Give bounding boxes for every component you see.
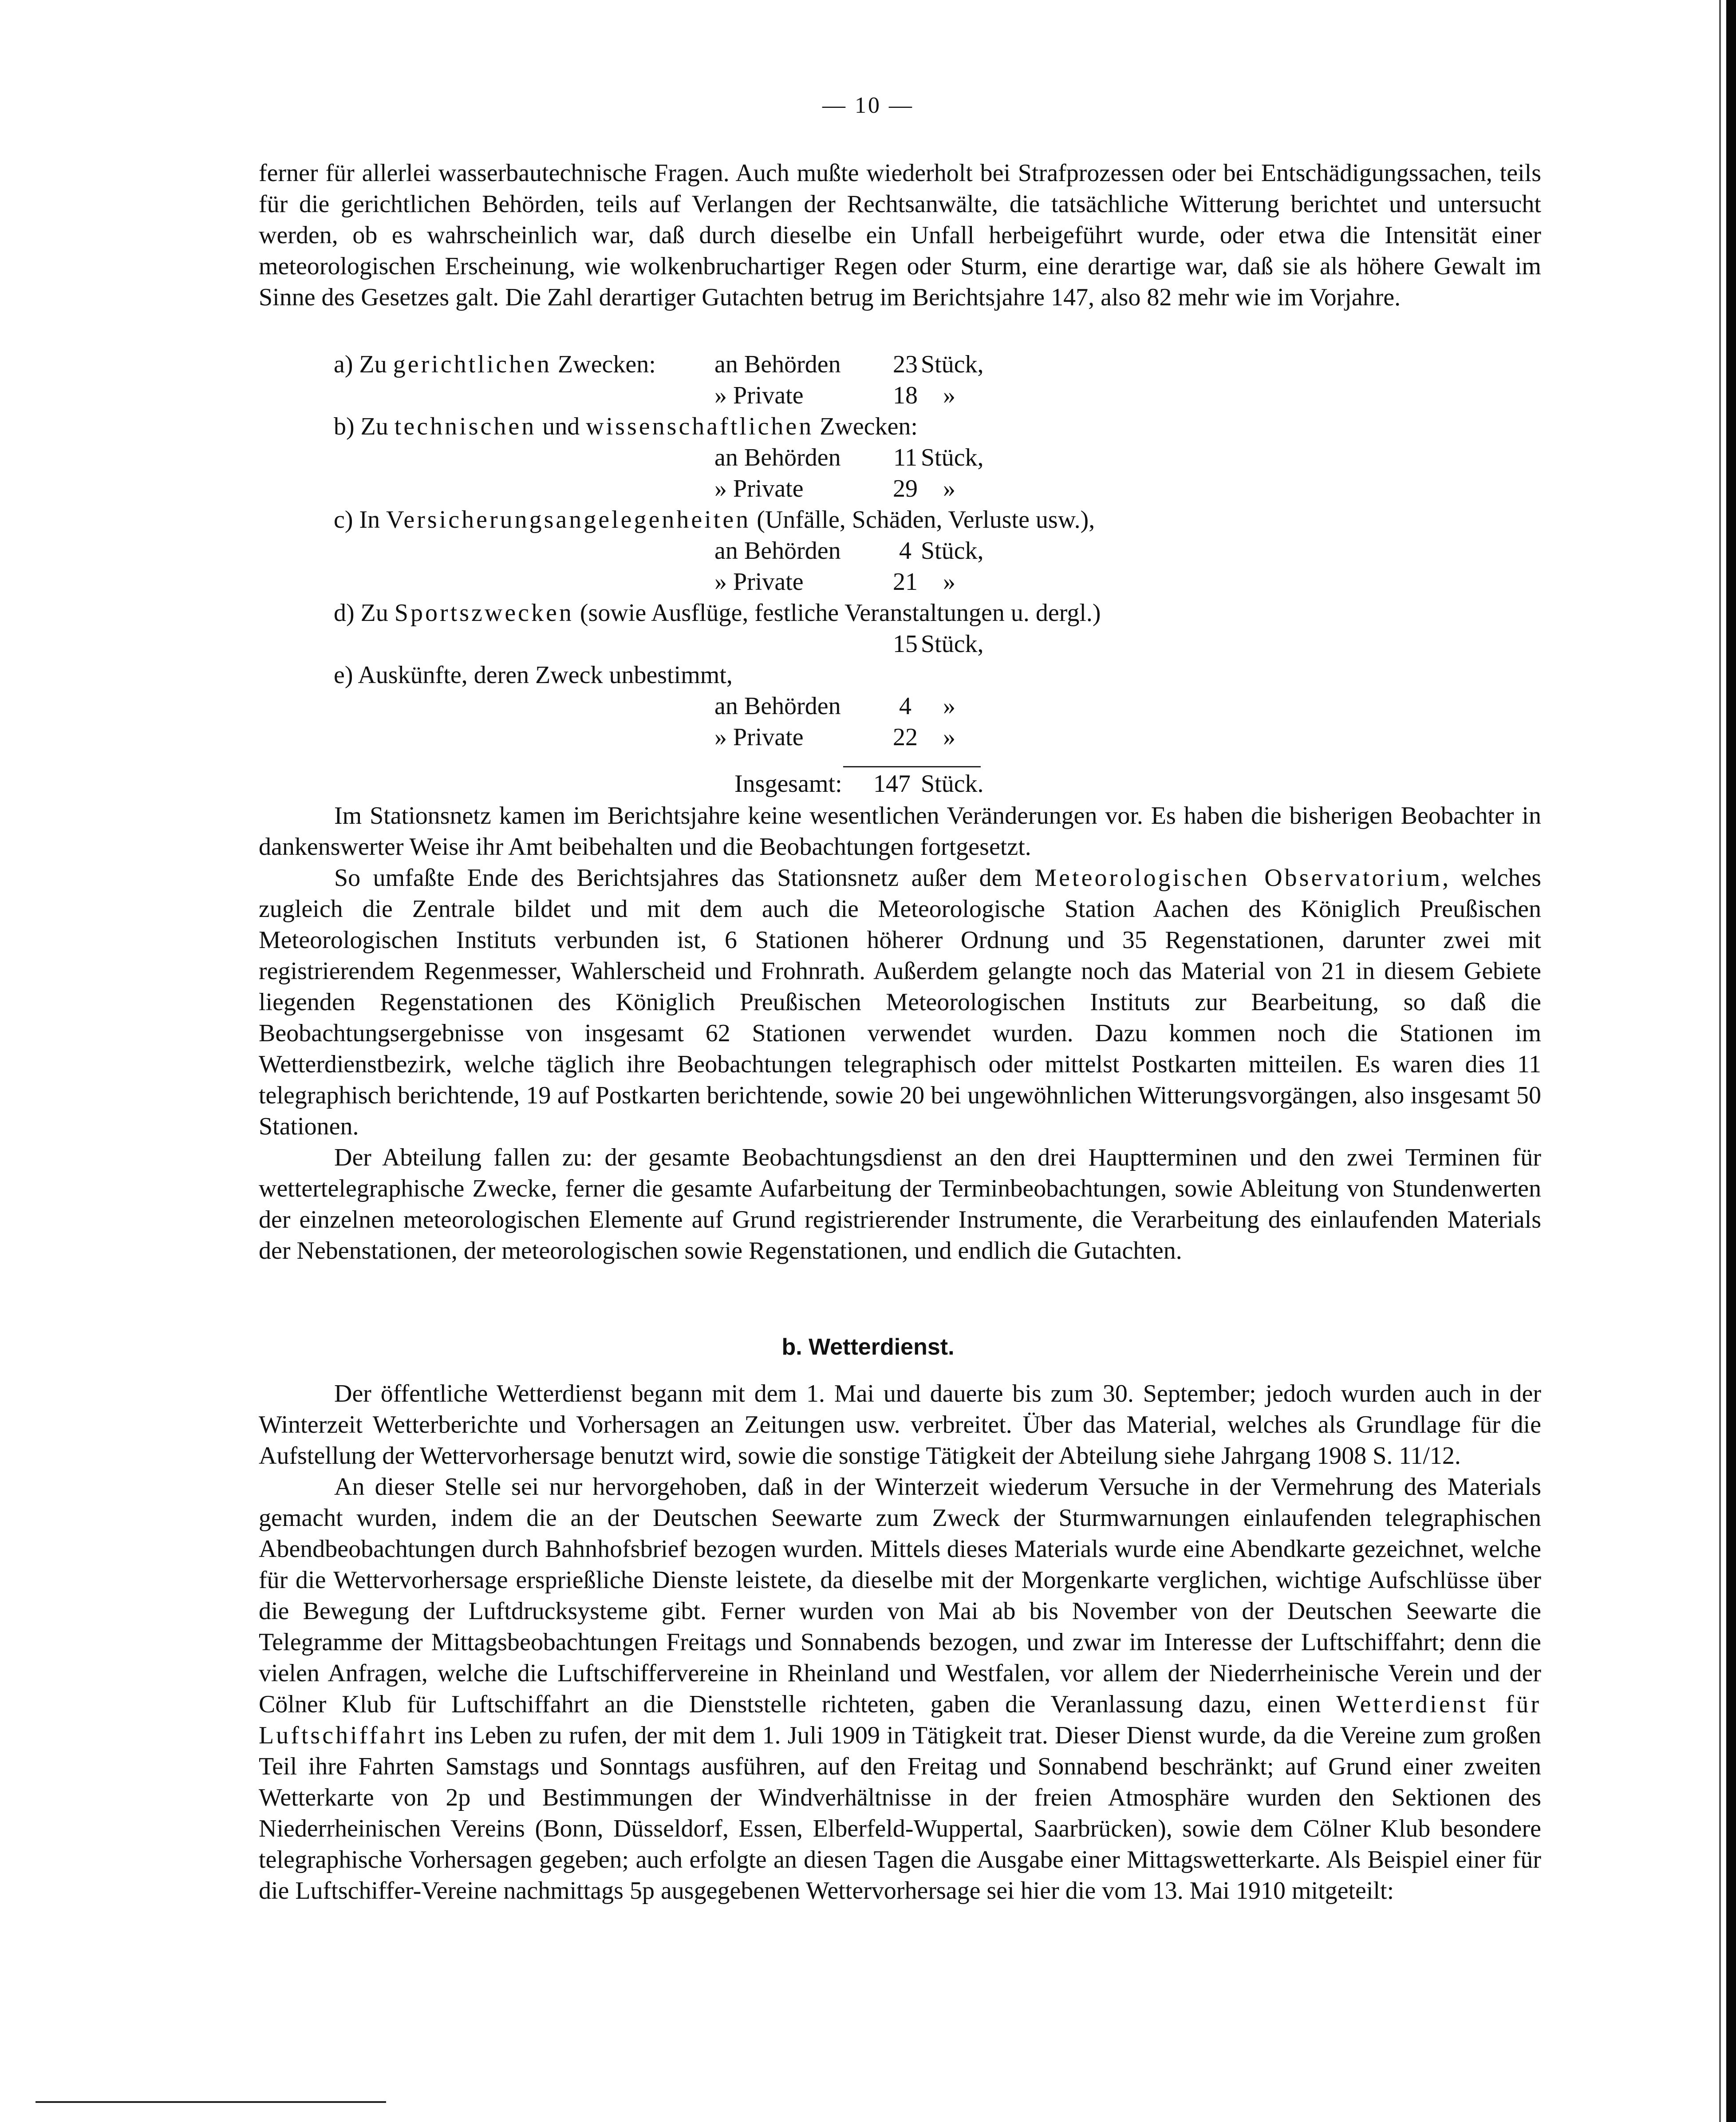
paragraph-umfasste: So umfaßte Ende des Berichtsjahres das Stationsnetz außer dem Meteorologischen Observatorium, welches zugleich die Zentrale bildet und mit dem auch die Meteorologische Station Aachen des Königlich Preußischen Meteorologischen Instituts verbunden ist, 6 Stationen höherer Ordnung und 35 Regenstationen, darunter zwei mit registrierendem Regenmesser, Wahlerscheid und Frohnrath. Außerdem gelangte noch das Material von 21 in diesem Gebiete liegenden Regenstationen des Königlich Preußischen Meteorologischen Instituts zur Bearbeitung, so daß die Beobachtungsergebnisse von insgesamt 62 Stationen verwendet wurden. Dazu kommen noch die Stationen im Wetterdienstbezirk, welche täglich ihre Beobachtungen telegraphisch oder mittelst Postkarten mitteilen. Es waren dies 11 telegraphisch berichtende, 19 auf Postkarten berichtende, sowie 20 bei ungewöhnlichen Witterungsvorgängen, also insgesamt 50 Stationen. [259, 864, 1542, 1140]
list-b-label-behoerden: an Behörden [714, 444, 841, 471]
list-a-ditto: » [943, 382, 955, 409]
list-a-label-behoerden: an Behörden [714, 351, 841, 378]
list-c-ditto: » [943, 568, 955, 596]
list-item-c: c) In Versicherungsangelegenheiten (Unfälle, Schäden, Verluste usw.), [334, 506, 1095, 533]
list-b-count-behoerden: 11 [893, 444, 917, 471]
total-count: 147 [873, 770, 911, 798]
list-c-unit: Stück, [921, 537, 984, 565]
scan-edge-bar [1726, 0, 1736, 2122]
list-a-count-private: 18 [893, 382, 918, 409]
paragraph-intro: ferner für allerlei wasserbautechnische Fragen. Auch mußte wiederholt bei Strafprozessen oder bei Entschädigungssachen, teils für die gerichtlichen Behörden, teils auf Verlangen der Rechtsanwälte, die tatsächliche Witterung berichtet und untersucht werden, ob es wahrscheinlich war, daß durch dieselbe ein Unfall herbeigeführt wurde, oder etwa die Intensität einer meteorologischen Erscheinung, wie wolkenbruchartiger Regen oder Sturm, eine derartige war, daß sie als höhere Gewalt im Sinne des Gesetzes galt. Die Zahl derartiger Gutachten betrug im Berichtsjahre 147, also 82 mehr wie im Vorjahre. [259, 159, 1541, 311]
list-a-unit: Stück, [921, 351, 984, 378]
list-a-label-private: » Private [714, 382, 804, 409]
list-b-count-private: 29 [893, 475, 918, 502]
paragraph-hervorgehoben: An dieser Stelle sei nur hervorgehoben, daß in der Winterzeit wiederum Versuche in der Vermehrung des Materials gemacht wurden, indem die an der Deutschen Seewarte zum Zweck der Sturmwarnungen einlaufenden telegraphischen Abendbeobachtungen durch Bahnhofsbrief bezogen wurden. Mittels dieses Materials wurde eine Abendkarte gezeichnet, welche für die Wettervorhersage ersprießliche Dienste leistete, da dieselbe mit der Morgenkarte verglichen, wichtige Aufschlüsse über die Bewegung der Luftdrucksysteme gibt. Ferner wurden von Mai ab bis November von der Deutschen Seewarte die Telegramme der Mittagsbeobachtungen Freitags und Sonnabends bezogen, und zwar im Interesse der Luftschiffahrt; denn die vielen Anfragen, welche die Luftschiffervereine in Rheinland und Westfalen, vor allem der Niederrheinische Verein und der Cölner Klub für Luftschiffahrt an die Dienststelle richteten, gaben die Veranlassung dazu, einen Wetterdienst für Luftschiffahrt ins Leben zu rufen, der mit dem 1. Juli 1909 in Tätigkeit trat. Dieser Dienst wurde, da die Vereine zum großen Teil ihre Fahrten Samstags und Sonntags ausführen, auf den Freitag und Sonnabend beschränkt; auf Grund einer zweiten Wetterkarte von 2p und Bestimmungen der Windverhältnisse in der freien Atmosphäre wurden den Sektionen des Niederrheinischen Vereins (Bonn, Düsseldorf, Essen, Elberfeld-Wuppertal, Saarbrücken), sowie dem Cölner Klub besondere telegraphische Vorhersagen gegeben; auch erfolgte an diesen Tagen die Ausgabe einer Mittagswetterkarte. Als Beispiel einer für die Luftschiffer-Vereine nachmittags 5p ausgegebenen Wettervorhersage sei hier die vom 13. Mai 1910 mitgeteilt: [259, 1473, 1541, 1905]
total-unit: Stück. [921, 770, 984, 798]
footer-rule [36, 2101, 386, 2103]
list-b-unit: Stück, [921, 444, 984, 471]
paragraph-abteilung: Der Abteilung fallen zu: der gesamte Beobachtungsdienst an den drei Hauptterminen und den zwei Terminen für wettertelegraphische Zwecke, ferner die gesamte Aufarbeitung der Terminbeobachtungen, sowie Ableitung von Stundenwerten der einzelnen meteorologischen Elemente auf Grund registrierender Instrumente, die Verarbeitung des einlaufenden Materials der Nebenstationen, der meteorologischen sowie Regenstationen, und endlich die Gutachten. [259, 1144, 1541, 1265]
list-e-label-behoerden: an Behörden [714, 692, 841, 720]
sum-rule [843, 766, 981, 767]
list-d-unit: Stück, [921, 630, 984, 658]
list-e-count-behoerden: 4 [899, 692, 911, 720]
list-c-count-private: 21 [893, 568, 918, 596]
list-c-label-behoerden: an Behörden [714, 537, 841, 565]
list-item-a: a) Zu gerichtlichen Zwecken: [334, 351, 656, 378]
total-label: Insgesamt: [734, 770, 842, 798]
paragraph-wetterdienst: Der öffentliche Wetterdienst begann mit dem 1. Mai und dauerte bis zum 30. September; jedoch wurden auch in der Winterzeit Wetterberichte und Vorhersagen an Zeitungen usw. verbreitet. Über das Material, welches als Grundlage für die Aufstellung der Wettervorhersage benutzt wird, sowie die sonstige Tätigkeit der Abteilung siehe Jahrgang 1908 S. 11/12. [259, 1380, 1541, 1470]
text-block-stationsnetz [259, 800, 1541, 1266]
list-a-count-behoerden: 23 [893, 351, 918, 378]
list-e-ditto-private: » [943, 723, 955, 751]
list-d-count: 15 [893, 630, 918, 658]
section-heading: b. Wetterdienst. [781, 1334, 955, 1360]
list-item-b: b) Zu technischen und wissenschaftlichen Zwecken: [334, 413, 918, 440]
list-c-count-behoerden: 4 [899, 537, 911, 565]
scan-edge-line [1719, 0, 1721, 2122]
page-number: — 10 — [822, 93, 914, 118]
list-item-e: e) Auskünfte, deren Zweck unbestimmt, [334, 661, 733, 689]
text-block-wetterdienst [259, 1378, 1541, 1906]
list-b-label-private: » Private [714, 475, 804, 502]
list-b-ditto: » [943, 475, 955, 502]
list-e-count-private: 22 [893, 723, 918, 751]
list-e-ditto-behoerden: » [943, 692, 955, 720]
list-item-d: d) Zu Sportszwecken (sowie Ausflüge, festliche Veranstaltungen u. dergl.) [334, 599, 1101, 627]
list-e-label-private: » Private [714, 723, 804, 751]
list-c-label-private: » Private [714, 568, 804, 596]
paragraph-stationsnetz: Im Stationsnetz kamen im Berichtsjahre keine wesentlichen Veränderungen vor. Es haben die bisherigen Beobachter in dankenswerter Weise ihr Amt beibehalten und die Beobachtungen fortgesetzt. [259, 802, 1541, 861]
